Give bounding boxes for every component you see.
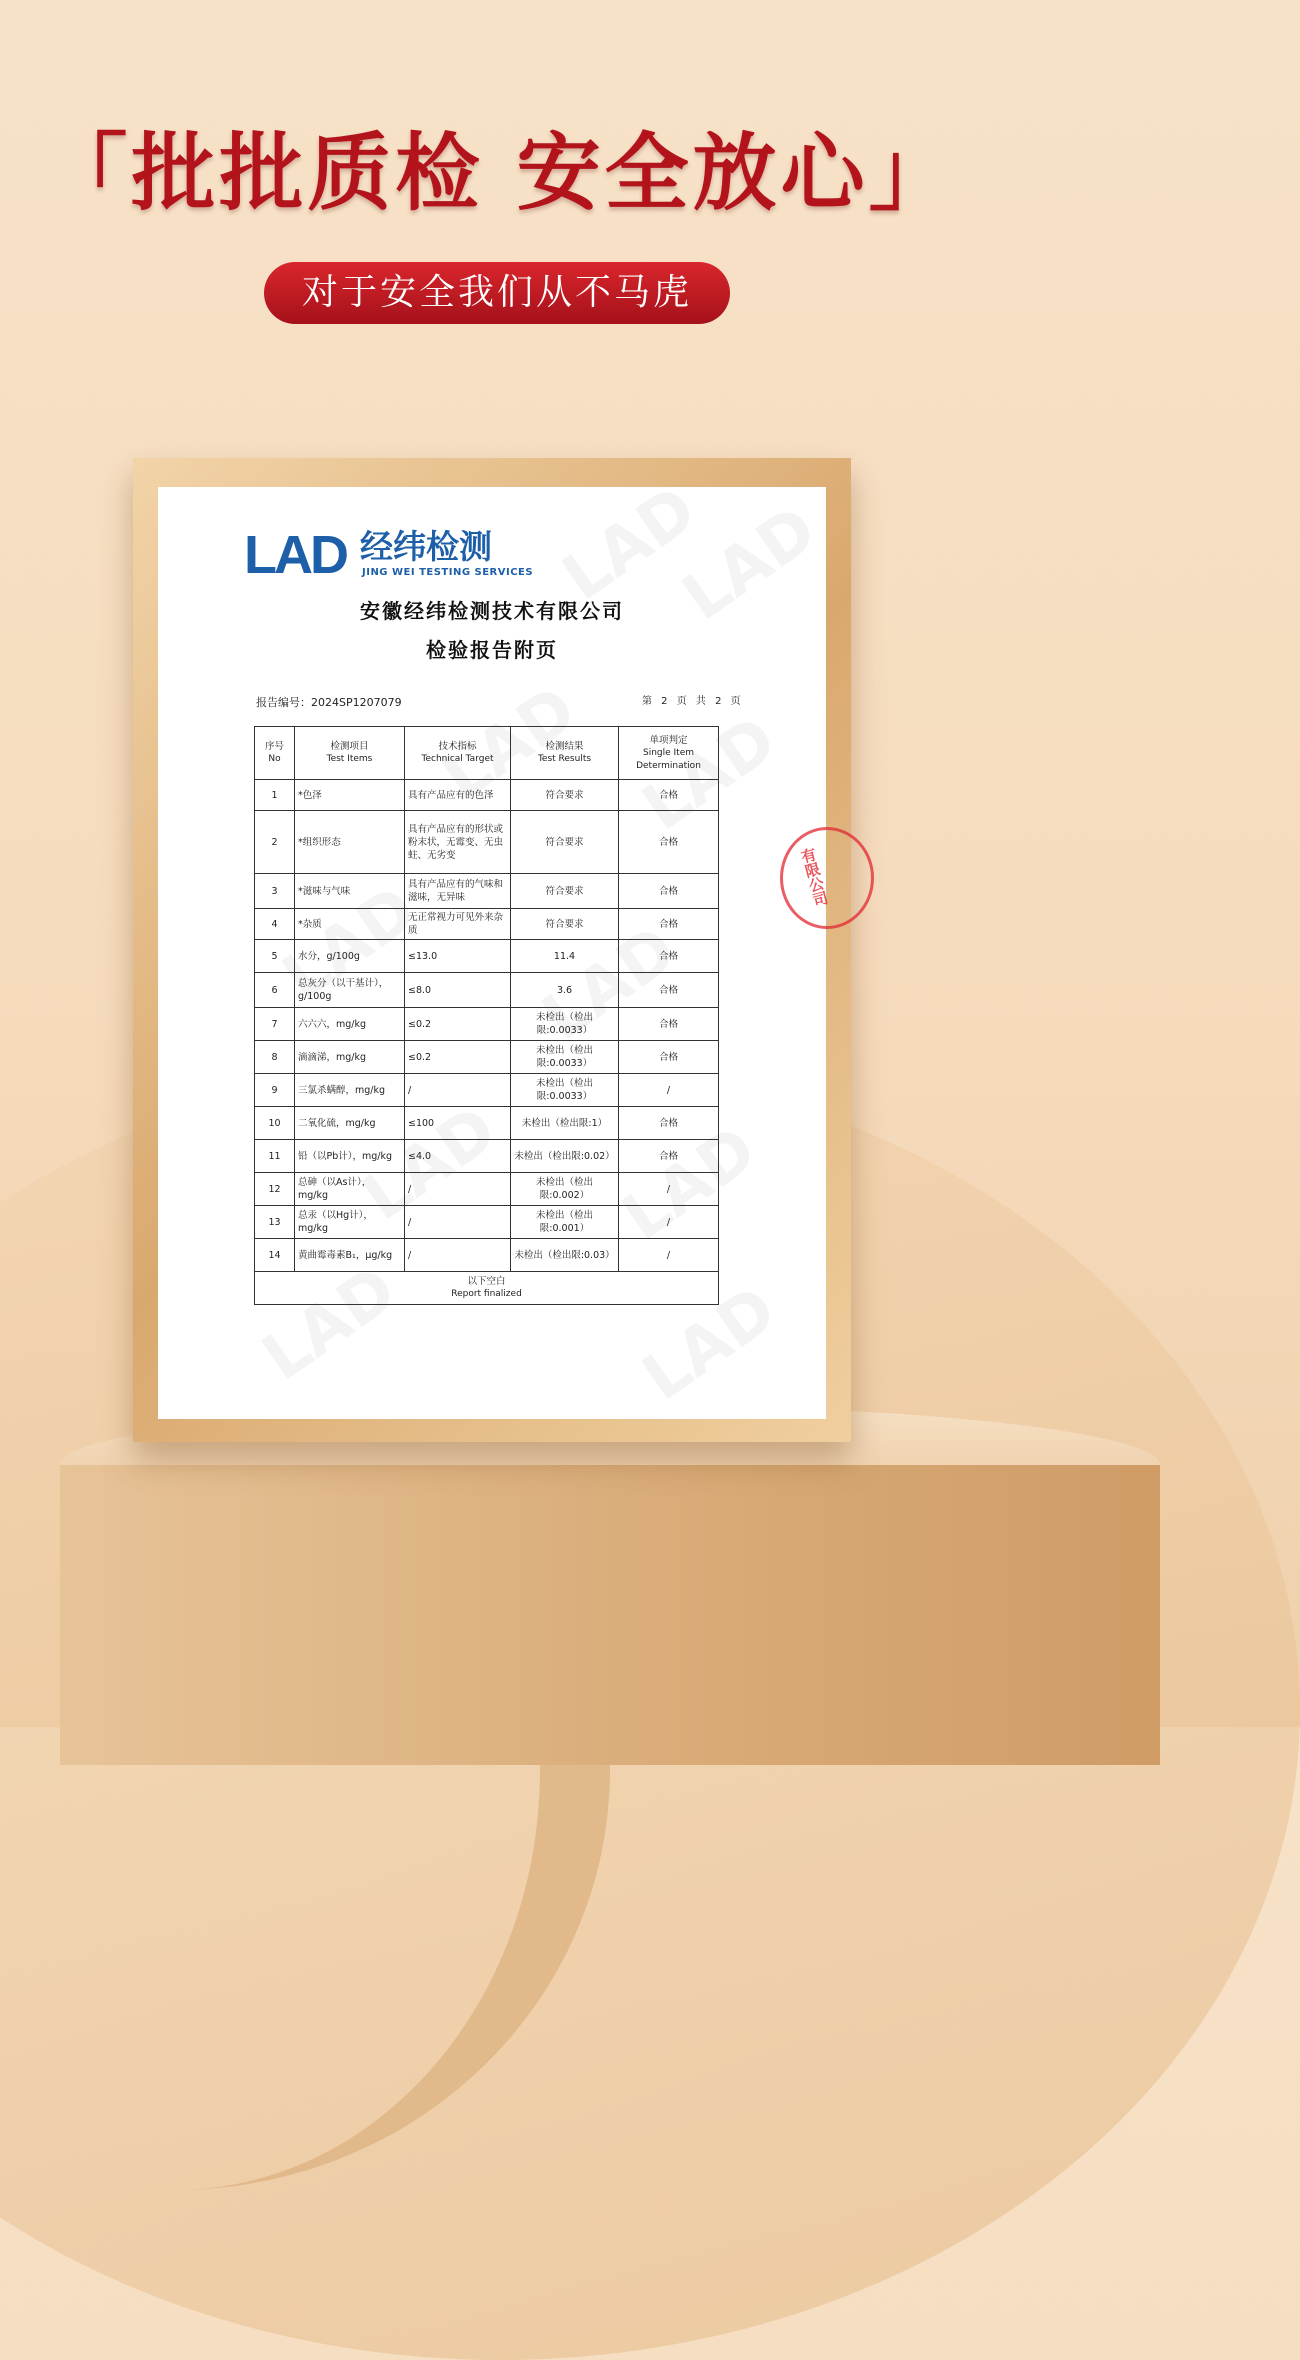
header-cell: 单项判定 Single Item Determination <box>619 727 719 780</box>
table-cell-item: 三氯杀螨醇，mg/kg <box>295 1074 405 1107</box>
table-cell-target: ≤0.2 <box>405 1008 511 1041</box>
table-cell-det: / <box>619 1206 719 1239</box>
table-cell-target: / <box>405 1206 511 1239</box>
table-row <box>255 1173 719 1206</box>
header-cell: 序号 No <box>255 727 295 780</box>
table-cell-no: 8 <box>255 1041 295 1074</box>
table-cell-item: 黄曲霉毒素B₁，μg/kg <box>295 1239 405 1272</box>
table-cell-target: ≤100 <box>405 1107 511 1140</box>
table-cell-result: 符合要求 <box>511 811 619 874</box>
table-cell-det: 合格 <box>619 780 719 811</box>
table-cell-item: 总砷（以As计），mg/kg <box>295 1173 405 1206</box>
table-cell-no: 3 <box>255 874 295 909</box>
table-cell-item: *组织形态 <box>295 811 405 874</box>
logo-mark: LAD <box>244 525 346 585</box>
headline: 「批批质检 安全放心」 <box>43 123 957 222</box>
table-cell-item: *滋味与气味 <box>295 874 405 909</box>
table-cell-det: 合格 <box>619 811 719 874</box>
table-footer-row <box>255 1272 719 1305</box>
table-cell-result: 符合要求 <box>511 874 619 909</box>
table-row <box>255 811 719 874</box>
table-cell-no: 4 <box>255 909 295 940</box>
table-cell-result: 未检出（检出限:0.002） <box>511 1173 619 1206</box>
table-cell-item: 铅（以Pb计），mg/kg <box>295 1140 405 1173</box>
table-cell-det: 合格 <box>619 874 719 909</box>
table-cell-det: / <box>619 1074 719 1107</box>
table-cell-result: 未检出（检出限:0.0033） <box>511 1041 619 1074</box>
page-indicator: 第 2 页 共 2 页 <box>642 696 741 707</box>
table-cell-item: 水分，g/100g <box>295 940 405 973</box>
table-row <box>255 909 719 940</box>
table-cell-result: 符合要求 <box>511 780 619 811</box>
table-cell-no: 2 <box>255 811 295 874</box>
company-name: 安徽经纬检测技术有限公司 <box>360 599 624 623</box>
table-cell-result: 未检出（检出限:0.0033） <box>511 1074 619 1107</box>
report-number: 报告编号：2024SP1207079 <box>256 696 402 709</box>
logo-name-en: JING WEI TESTING SERVICES <box>362 567 534 578</box>
table-cell-result: 未检出（检出限:0.001） <box>511 1206 619 1239</box>
subline-badge: 对于安全我们从不马虎 <box>264 262 730 324</box>
table-cell-det: 合格 <box>619 1107 719 1140</box>
table-row <box>255 874 719 909</box>
table-cell-no: 1 <box>255 780 295 811</box>
table-cell-result: 未检出（检出限:0.03） <box>511 1239 619 1272</box>
table-cell-target: ≤4.0 <box>405 1140 511 1173</box>
table-cell-target: ≤13.0 <box>405 940 511 973</box>
header-cell: 技术指标 Technical Target <box>405 727 511 780</box>
results-table <box>254 726 719 1305</box>
table-cell-target: ≤8.0 <box>405 973 511 1008</box>
table-cell-result: 未检出（检出限:1） <box>511 1107 619 1140</box>
table-cell-det: 合格 <box>619 973 719 1008</box>
header-cell: 检测项目 Test Items <box>295 727 405 780</box>
table-cell-target: 具有产品应有的色泽 <box>405 780 511 811</box>
table-cell-result: 未检出（检出限:0.0033） <box>511 1008 619 1041</box>
table-cell-target: / <box>405 1239 511 1272</box>
table-row <box>255 1041 719 1074</box>
table-row <box>255 1239 719 1272</box>
table-cell-no: 6 <box>255 973 295 1008</box>
table-cell-det: 合格 <box>619 1140 719 1173</box>
table-cell-no: 10 <box>255 1107 295 1140</box>
report-paper <box>158 487 831 1419</box>
table-cell-target: ≤0.2 <box>405 1041 511 1074</box>
table-row <box>255 1107 719 1140</box>
seal-text: 有限公司 <box>797 845 831 909</box>
table-cell-result: 符合要求 <box>511 909 619 940</box>
table-cell-item: 六六六，mg/kg <box>295 1008 405 1041</box>
table-cell-det: / <box>619 1173 719 1206</box>
table-row <box>255 1008 719 1041</box>
header-cell: 检测结果 Test Results <box>511 727 619 780</box>
table-header-row <box>255 727 719 780</box>
table-cell-no: 12 <box>255 1173 295 1206</box>
table-cell-target: / <box>405 1074 511 1107</box>
report-title: 检验报告附页 <box>426 638 558 662</box>
table-row <box>255 1206 719 1239</box>
table-cell-target: 具有产品应有的形状或粉末状，无霉变、无虫蛀、无劣变 <box>405 811 511 874</box>
table-cell-det: 合格 <box>619 1041 719 1074</box>
table-cell-det: 合格 <box>619 940 719 973</box>
table-cell-item: *色泽 <box>295 780 405 811</box>
table-cell-target: / <box>405 1173 511 1206</box>
official-seal <box>780 827 874 929</box>
table-row <box>255 1140 719 1173</box>
footer-cell: 以下空白 Report finalized <box>255 1272 719 1305</box>
table-row <box>255 973 719 1008</box>
table-cell-item: 总灰分（以干基计），g/100g <box>295 973 405 1008</box>
table-row <box>255 780 719 811</box>
table-cell-result: 11.4 <box>511 940 619 973</box>
table-cell-no: 7 <box>255 1008 295 1041</box>
table-cell-item: 二氧化硫，mg/kg <box>295 1107 405 1140</box>
table-cell-target: 无正常视力可见外来杂质 <box>405 909 511 940</box>
table-cell-target: 具有产品应有的气味和滋味，无异味 <box>405 874 511 909</box>
table-cell-result: 未检出（检出限:0.02） <box>511 1140 619 1173</box>
logo-name-cn: 经纬检测 <box>360 527 492 566</box>
table-cell-result: 3.6 <box>511 973 619 1008</box>
table-cell-no: 9 <box>255 1074 295 1107</box>
table-cell-no: 14 <box>255 1239 295 1272</box>
table-cell-item: 滴滴涕，mg/kg <box>295 1041 405 1074</box>
table-cell-det: 合格 <box>619 1008 719 1041</box>
table-cell-det: 合格 <box>619 909 719 940</box>
podium-body <box>60 1465 1160 1765</box>
table-row <box>255 940 719 973</box>
table-cell-item: 总汞（以Hg计），mg/kg <box>295 1206 405 1239</box>
table-cell-det: / <box>619 1239 719 1272</box>
table-cell-no: 13 <box>255 1206 295 1239</box>
table-cell-no: 5 <box>255 940 295 973</box>
table-row <box>255 1074 719 1107</box>
table-cell-item: *杂质 <box>295 909 405 940</box>
table-cell-no: 11 <box>255 1140 295 1173</box>
